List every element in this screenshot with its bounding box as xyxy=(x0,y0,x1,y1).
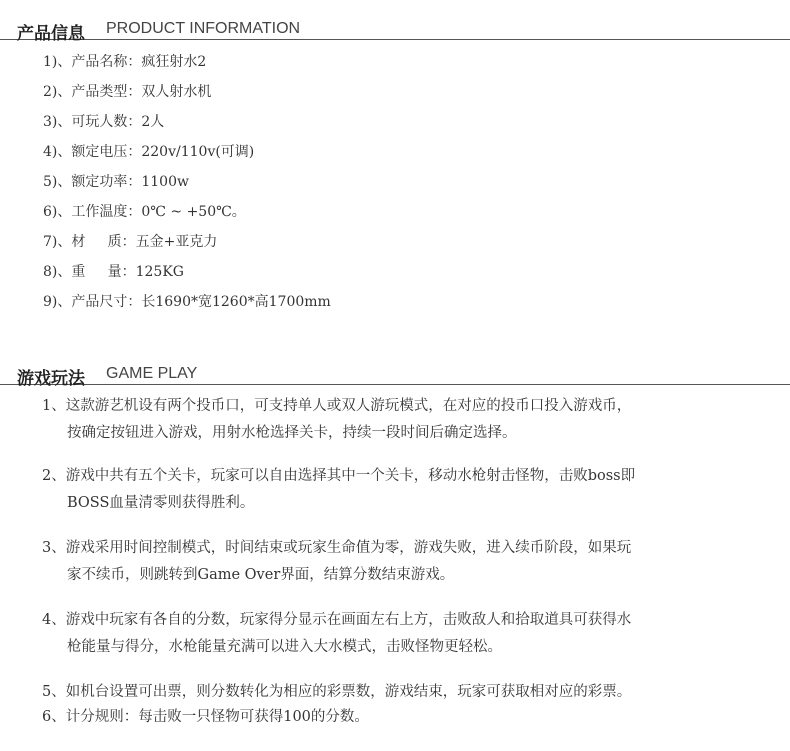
play-item-4-line2: 枪能量与得分，水枪能量充满可以进入大水模式，击败怪物更轻松。 xyxy=(67,639,502,655)
play-item-2-line1: 2、游戏中共有五个关卡，玩家可以自由选择其中一个关卡，移动水枪射击怪物，击败boss即 xyxy=(42,468,636,484)
play-item-4 xyxy=(42,607,772,661)
play-item-6-line1: 6、计分规则：每击败一只怪物可获得100的分数。 xyxy=(42,709,369,725)
game-play-title-en: GAME PLAY xyxy=(106,365,198,382)
info-item-material: 7)、材 质：五金+亚克力 xyxy=(43,234,218,250)
play-item-3-line1: 3、游戏采用时间控制模式，时间结束或玩家生命值为零，游戏失败，进入续币阶段，如果玩 xyxy=(42,540,632,556)
game-play-header xyxy=(0,350,790,389)
play-item-5 xyxy=(42,679,772,706)
play-item-1-line2: 按确定按钮进入游戏，用射水枪选择关卡，持续一段时间后确定选择。 xyxy=(67,425,517,441)
play-item-3 xyxy=(42,535,772,589)
info-item-size: 9)、产品尺寸：长1690*宽1260*高1700mm xyxy=(43,294,331,310)
play-item-2-line2: BOSS血量清零则获得胜利。 xyxy=(67,495,255,511)
play-item-3-line2: 家不续币，则跳转到Game Over界面，结算分数结束游戏。 xyxy=(67,567,455,583)
play-item-4-line1: 4、游戏中玩家有各自的分数，玩家得分显示在画面左右上方，击败敌人和拾取道具可获得水 xyxy=(42,612,632,628)
play-item-1 xyxy=(42,393,772,447)
info-item-players: 3)、可玩人数：2人 xyxy=(43,114,165,130)
play-item-5-line1: 5、如机台设置可出票，则分数转化为相应的彩票数，游戏结束，玩家可获取相对应的彩票。 xyxy=(42,684,632,700)
product-info-title-en: PRODUCT INFORMATION xyxy=(106,20,301,37)
info-item-temperature: 6)、工作温度：0℃ ~ +50℃。 xyxy=(43,204,246,220)
game-play-title-cn: 游戏玩法 xyxy=(17,369,85,389)
info-item-power: 5)、额定功率：1100w xyxy=(43,174,189,190)
product-info-header xyxy=(0,5,790,44)
play-item-1-line1: 1、这款游艺机设有两个投币口，可支持单人或双人游玩模式，在对应的投币口投入游戏币， xyxy=(42,398,632,414)
info-item-weight: 8)、重 量：125KG xyxy=(43,264,184,280)
info-item-name: 1)、产品名称：疯狂射水2 xyxy=(43,54,207,70)
product-info-title-cn: 产品信息 xyxy=(17,24,85,44)
play-item-2 xyxy=(42,463,772,517)
play-item-6 xyxy=(42,704,772,731)
info-item-voltage: 4)、额定电压：220v/110v(可调) xyxy=(43,144,255,160)
info-item-type: 2)、产品类型：双人射水机 xyxy=(43,84,212,100)
